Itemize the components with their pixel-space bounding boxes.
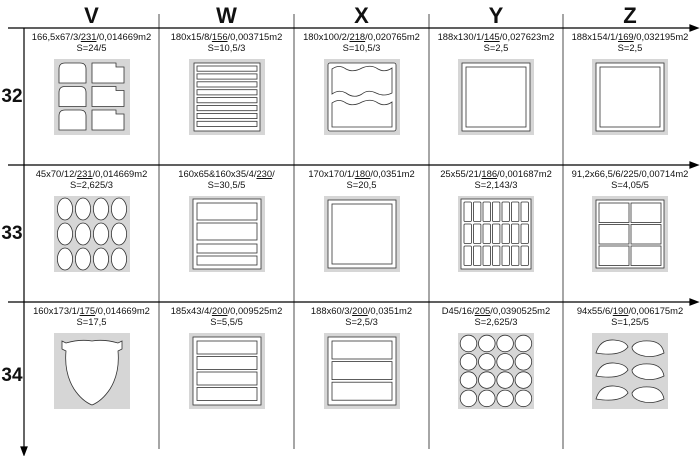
cell-dimension-suffix: /0,0351m2 <box>367 305 413 316</box>
cell-dimension-suffix: /0,006175m2 <box>628 305 684 316</box>
cell-dimension-underlined: 175 <box>79 305 96 316</box>
cell-dimension-text <box>430 31 562 42</box>
cell-area-text: S=24/5 <box>76 42 107 53</box>
cell-y32-spec <box>430 31 562 53</box>
cell-v34-spec <box>26 305 158 327</box>
cell-dimension-underlined: 180 <box>354 168 371 179</box>
sketch-shield-1 <box>54 333 130 409</box>
cell-dimension-underlined: 200 <box>352 305 368 316</box>
cell-dimension-suffix: / <box>272 168 275 179</box>
cell-v32-spec <box>26 31 158 53</box>
cell-dimension-prefix: 45x70/12/ <box>35 168 77 179</box>
cell-dimension-text <box>296 305 428 316</box>
cell-dimension-suffix: /0,020765m2 <box>365 31 420 42</box>
cell-dimension-prefix: 94x55/6/ <box>576 305 613 316</box>
cell-dimension-suffix: /0,014669m2 <box>95 305 150 316</box>
cell-dimension-text <box>161 31 293 42</box>
column-header-y: Y <box>488 3 504 28</box>
cell-dimension-text <box>161 305 293 316</box>
cell-area-text: S=1,25/5 <box>611 316 649 327</box>
column-header-w: W <box>216 3 237 28</box>
cell-area-text: S=2,625/3 <box>474 316 518 327</box>
cell-dimension-prefix: 91,2x66,5/6/225/0,00714m2 <box>571 168 689 179</box>
cell-area-text: S=4,05/5 <box>611 179 649 190</box>
cell-dimension-suffix: /0,0351m2 <box>370 168 415 179</box>
sketch-grid-6 <box>592 196 668 272</box>
cell-dimension-underlined: 231 <box>76 168 93 179</box>
cell-dimension-suffix: /0,001687m2 <box>497 168 552 179</box>
cell-area-text: S=17,5 <box>76 316 107 327</box>
cell-w33-spec <box>161 168 293 190</box>
cell-dimension-suffix: /0,014669m2 <box>96 31 152 42</box>
cell-x33-spec <box>296 168 428 190</box>
sketch-strips-8 <box>189 59 265 135</box>
sketch-circles-16 <box>458 333 534 409</box>
cell-area-text: S=2,143/3 <box>474 179 518 190</box>
column-header-v: V <box>84 3 99 28</box>
cell-dimension-text <box>26 305 158 316</box>
sketch-bars-4 <box>189 333 265 409</box>
cell-dimension-prefix: 170x170/1/ <box>308 168 355 179</box>
cell-dimension-text <box>430 168 562 179</box>
cell-dimension-prefix: D45/16/ <box>441 305 475 316</box>
cell-dimension-underlined: 169 <box>618 31 634 42</box>
cell-y34-spec <box>430 305 562 327</box>
cell-dimension-suffix: /0,027623m2 <box>499 31 555 42</box>
cell-area-text: S=2,5/3 <box>345 316 378 327</box>
cell-dimension-text <box>564 168 696 179</box>
sketch-lenses-6 <box>592 333 668 409</box>
cell-area-text: S=10,5/3 <box>207 42 246 53</box>
column-header-x: X <box>354 3 369 28</box>
cell-dimension-suffix: /0,032195m2 <box>633 31 689 42</box>
cell-z34-spec <box>564 305 696 327</box>
sketch-rect-1 <box>458 59 534 135</box>
cell-dimension-suffix: /0,009525m2 <box>227 305 283 316</box>
cell-z32-spec <box>564 31 696 53</box>
cell-dimension-text <box>430 305 562 316</box>
cell-area-text: S=5,5/5 <box>210 316 243 327</box>
cell-dimension-underlined: 231 <box>80 31 97 42</box>
cell-dimension-prefix: 188x60/3/ <box>310 305 353 316</box>
sketch-grid-21 <box>458 196 534 272</box>
cell-dimension-underlined: 200 <box>211 305 228 316</box>
cell-area-text: S=2,5 <box>483 42 509 53</box>
cell-dimension-text <box>26 168 158 179</box>
cell-area-text: S=30,5/5 <box>207 179 246 190</box>
cell-dimension-text <box>564 305 696 316</box>
cell-area-text: S=2,5 <box>617 42 643 53</box>
cell-dimension-prefix: 166,5x67/3/ <box>31 31 81 42</box>
cell-dimension-text <box>296 31 428 42</box>
cell-w34-spec <box>161 305 293 327</box>
cell-area-text: S=2,625/3 <box>69 179 113 190</box>
sketch-mixed-4 <box>189 196 265 272</box>
cell-dimension-underlined: 156 <box>211 31 228 42</box>
cell-dimension-underlined: 186 <box>481 168 498 179</box>
cell-x34-spec <box>296 305 428 327</box>
cell-dimension-suffix: /0,0390525m2 <box>490 305 551 316</box>
cell-z33-spec <box>564 168 696 190</box>
cell-dimension-prefix: 185x43/4/ <box>170 305 212 316</box>
cell-dimension-text <box>564 31 696 42</box>
cell-dimension-underlined: 205 <box>474 305 491 316</box>
cell-dimension-text <box>26 31 158 42</box>
cell-dimension-underlined: 145 <box>484 31 500 42</box>
cell-x32-spec <box>296 31 428 53</box>
sketch-square-1 <box>324 196 400 272</box>
cell-v33-spec <box>26 168 158 190</box>
sketch-wave-2 <box>324 59 400 135</box>
cell-dimension-prefix: 188x130/1/ <box>437 31 484 42</box>
cell-dimension-prefix: 180x100/2/ <box>303 31 350 42</box>
row-header-32: 32 <box>1 85 23 107</box>
sketch-cutout-6 <box>54 59 130 135</box>
cell-dimension-text <box>296 168 428 179</box>
cell-w32-spec <box>161 31 293 53</box>
column-header-z: Z <box>623 3 637 28</box>
sketch-ovals-12 <box>54 196 130 272</box>
cell-y33-spec <box>430 168 562 190</box>
cell-dimension-prefix: 180x15/8/ <box>170 31 212 42</box>
cell-dimension-underlined: 218 <box>349 31 366 42</box>
cell-dimension-prefix: 25x55/21/ <box>440 168 482 179</box>
cell-dimension-suffix: /0,014669m2 <box>92 168 148 179</box>
sketch-bars-3 <box>324 333 400 409</box>
cell-dimension-prefix: 160x173/1/ <box>33 305 80 316</box>
cell-dimension-prefix: 160x65&160x35/4/ <box>178 168 257 179</box>
cell-dimension-underlined: 230 <box>256 168 273 179</box>
cell-dimension-text <box>161 168 293 179</box>
row-header-34: 34 <box>1 364 23 386</box>
cell-area-text: S=20,5 <box>346 179 377 190</box>
cell-area-text: S=10,5/3 <box>342 42 381 53</box>
row-header-33: 33 <box>1 222 23 244</box>
cell-dimension-underlined: 190 <box>612 305 629 316</box>
cell-dimension-prefix: 188x154/1/ <box>571 31 618 42</box>
sketch-rect-1 <box>592 59 668 135</box>
cell-dimension-suffix: /0,003715m2 <box>227 31 283 42</box>
